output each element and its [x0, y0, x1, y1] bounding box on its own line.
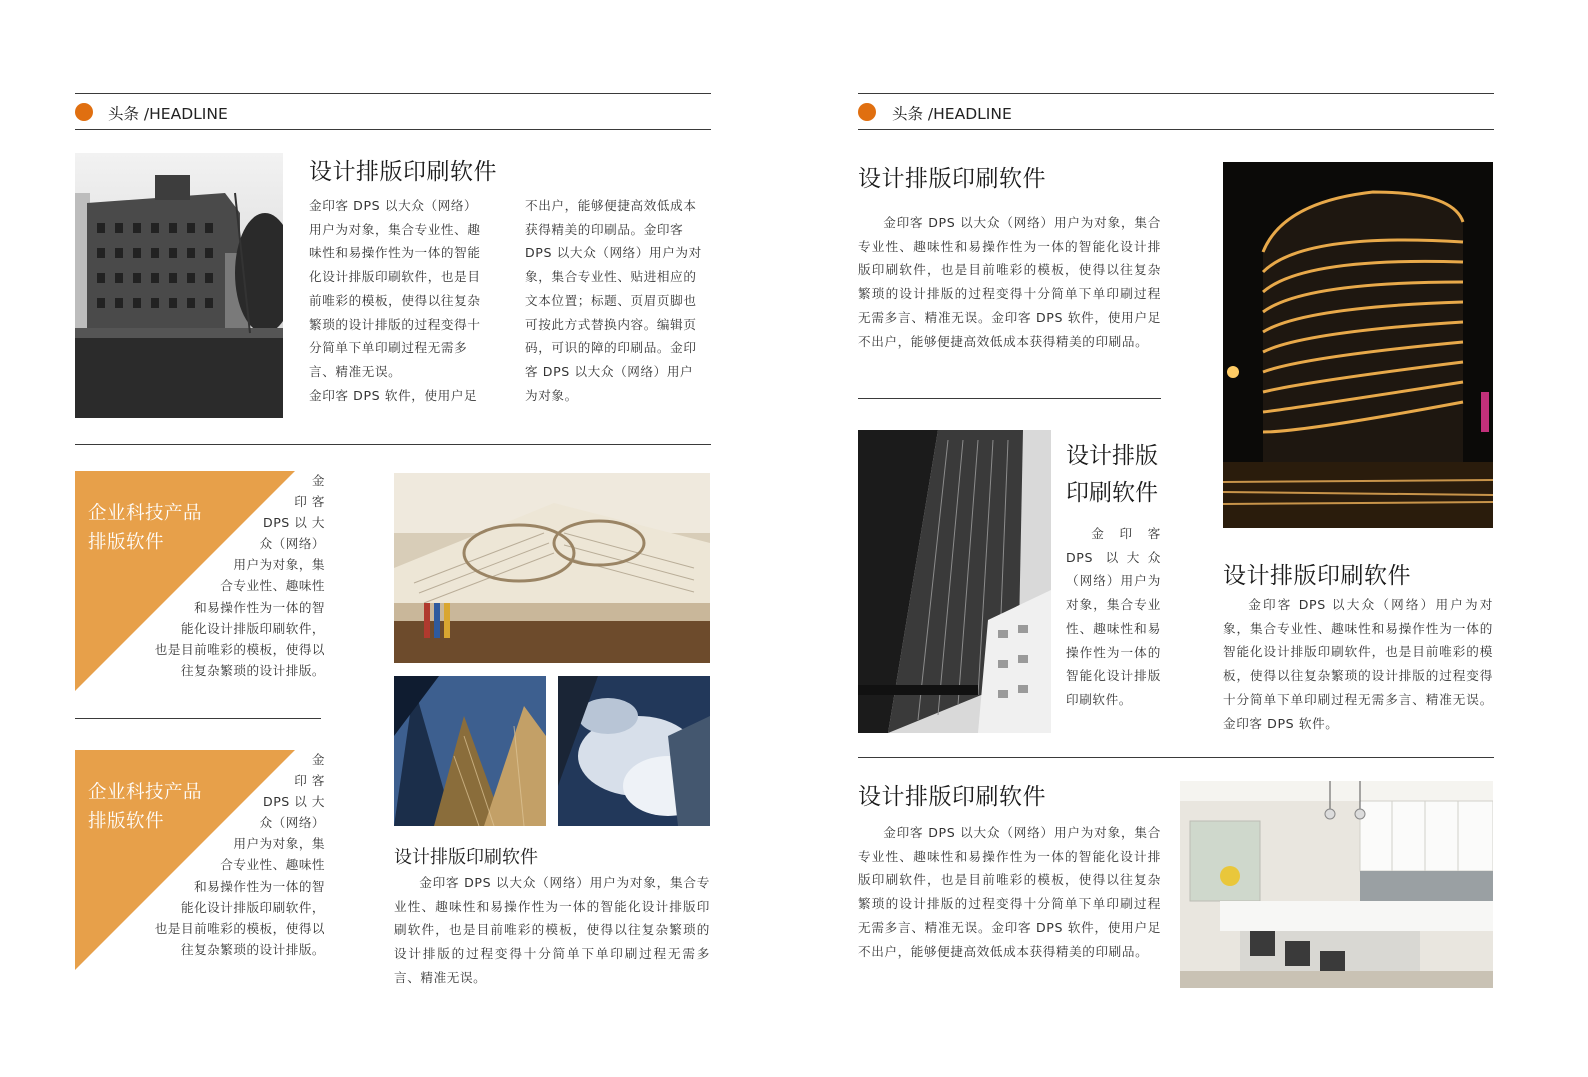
box2-title-line: 企业科技产品 [88, 782, 203, 803]
right-article3-body [1223, 593, 1493, 735]
text-line: 能化设计排版印刷软件， [180, 620, 325, 636]
skyscrapers-lookup-photo [394, 676, 546, 826]
box1-title-line: 企业科技产品 [88, 503, 203, 524]
text-line: 象，集合专业性、贴进相应的 [525, 269, 697, 285]
left-article1-col2 [525, 194, 713, 407]
left-article1-title: 设计排版印刷软件 [309, 159, 497, 185]
text-line: DPS 以 大 [263, 794, 325, 810]
right-article2-title-line: 设计排版 [1066, 443, 1158, 469]
right-article1-title: 设计排版印刷软件 [858, 166, 1046, 192]
text-line: 文本位置；标题、页眉页脚也 [525, 292, 697, 308]
text-line: 印 客 [294, 494, 325, 510]
text-line: 金 [311, 473, 325, 488]
text-line: 金 [311, 752, 325, 767]
right-article2-text: 金印客 DPS 以大众（网络）用户为对象，集合专业性、趣味性和易操作性为一体的智能化设计排版印刷软件。 [1066, 526, 1161, 707]
text-line: 能化设计排版印刷软件， [180, 899, 325, 915]
text-line: 为对象。 [525, 387, 578, 403]
right-article2-title-line: 印刷软件 [1066, 480, 1158, 506]
text-line: 印 客 [294, 773, 325, 789]
text-line: 码，可识的障的印刷品。金印 [525, 340, 697, 356]
left-article2-text: 金印客 DPS 以大众（网络）用户为对象，集合专业性、趣味性和易操作性为一体的智能化设计排版印刷软件，也是目前唯彩的模板，使得以往复杂繁琐的设计排版的过程变得十分简单下单印刷过程无需多言、精准无误。 [394, 875, 710, 985]
right-article1-divider [858, 398, 1161, 399]
left-headline-label: 头条 /HEADLINE [108, 105, 228, 123]
text-line: 繁琐的设计排版的过程变得十 [309, 316, 481, 332]
right-header-dot-icon [858, 103, 876, 121]
text-line: 金印客 DPS 软件，使用户足 [309, 387, 478, 403]
right-bottom-divider [858, 757, 1494, 758]
left-header-top-rule [75, 93, 711, 94]
left-article2-title: 设计排版印刷软件 [394, 847, 538, 868]
text-line: 分简单下单印刷过程无需多 [309, 340, 468, 356]
night-hotel-tower-photo [1223, 162, 1493, 528]
text-line: 用户为对象，集合专业性、趣 [309, 221, 481, 237]
right-article1-body [858, 211, 1161, 353]
skyscraper-clouds-photo [558, 676, 710, 826]
text-line: 往复杂繁琐的设计排版。 [180, 662, 325, 678]
text-line: 和易操作性为一体的智 [194, 878, 325, 894]
text-line: 客 DPS 以大众（网络）用户 [525, 363, 694, 379]
kitchen-interior-photo [1180, 781, 1493, 988]
right-article2-title [1066, 438, 1158, 512]
right-headline-label: 头条 /HEADLINE [892, 105, 1012, 123]
bw-street-building-photo [75, 153, 283, 418]
right-header-top-rule [858, 93, 1494, 94]
text-line: 获得精美的印刷品。金印客 [525, 221, 684, 237]
text-line: 可按此方式替换内容。编辑页 [525, 316, 697, 332]
text-line: 言、精准无误。 [309, 363, 402, 379]
left-header-bottom-rule [75, 129, 711, 130]
right-article4-body [858, 821, 1161, 963]
right-article4-title: 设计排版印刷软件 [858, 784, 1046, 810]
text-line: 和易操作性为一体的智 [194, 599, 325, 615]
text-line: 往复杂繁琐的设计排版。 [180, 941, 325, 957]
book-glasses-photo [394, 473, 710, 663]
left-header-dot-icon [75, 103, 93, 121]
text-line: 也是目前唯彩的模板，使得以 [154, 641, 325, 657]
right-article2-body [1066, 522, 1161, 712]
box2-title-line: 排版软件 [88, 811, 165, 832]
right-header-bottom-rule [858, 129, 1494, 130]
left-article1-col1 [309, 194, 497, 407]
bw-glass-tower-photo [858, 430, 1051, 733]
text-line: 前唯彩的模板，使得以往复杂 [309, 292, 481, 308]
box2-text [100, 749, 325, 960]
text-line: 用户为对象，集 [233, 557, 325, 573]
right-article3-text: 金印客 DPS 以大众（网络）用户为对象，集合专业性、趣味性和易操作性为一体的智能化设计排版印刷软件，也是目前唯彩的模板，使得以往复杂繁琐的设计排版的过程变得十分简单下单印刷过程无需多言、精准无误。金印客 DPS 软件。 [1223, 597, 1493, 731]
text-line: 众（网络） [259, 536, 325, 552]
text-line: 味性和易操作性为一体的智能 [309, 245, 481, 261]
box1-title-line: 排版软件 [88, 532, 165, 553]
text-line: DPS 以大众（网络）用户为对 [525, 245, 702, 261]
right-article3-title: 设计排版印刷软件 [1223, 563, 1411, 589]
text-line: 不出户，能够便捷高效低成本 [525, 198, 697, 213]
text-line: 化设计排版印刷软件，也是目 [309, 269, 481, 285]
text-line: DPS 以 大 [263, 515, 325, 531]
text-line: 也是目前唯彩的模板，使得以 [154, 920, 325, 936]
text-line: 合专业性、趣味性 [220, 857, 325, 873]
text-line: 合专业性、趣味性 [220, 578, 325, 594]
left-box-divider [75, 718, 321, 719]
left-section-divider [75, 444, 711, 445]
right-article1-text: 金印客 DPS 以大众（网络）用户为对象，集合专业性、趣味性和易操作性为一体的智能化设计排版印刷软件，也是目前唯彩的模板，使得以往复杂繁琐的设计排版的过程变得十分简单下单印刷过程无需多言、精准无误。金印客 DPS 软件，使用户足不出户，能够便捷高效低成本获得精美的印刷品。 [858, 215, 1161, 349]
text-line: 用户为对象，集 [233, 836, 325, 852]
text-line: 众（网络） [259, 815, 325, 831]
text-line: 金印客 DPS 以大众（网络） [309, 198, 478, 213]
right-article4-text: 金印客 DPS 以大众（网络）用户为对象，集合专业性、趣味性和易操作性为一体的智能化设计排版印刷软件，也是目前唯彩的模板，使得以往复杂繁琐的设计排版的过程变得十分简单下单印刷过程无需多言、精准无误。金印客 DPS 软件，使用户足不出户，能够便捷高效低成本获得精美的印刷品。 [858, 825, 1161, 959]
left-article2-body [394, 871, 710, 990]
box1-text [100, 470, 325, 681]
